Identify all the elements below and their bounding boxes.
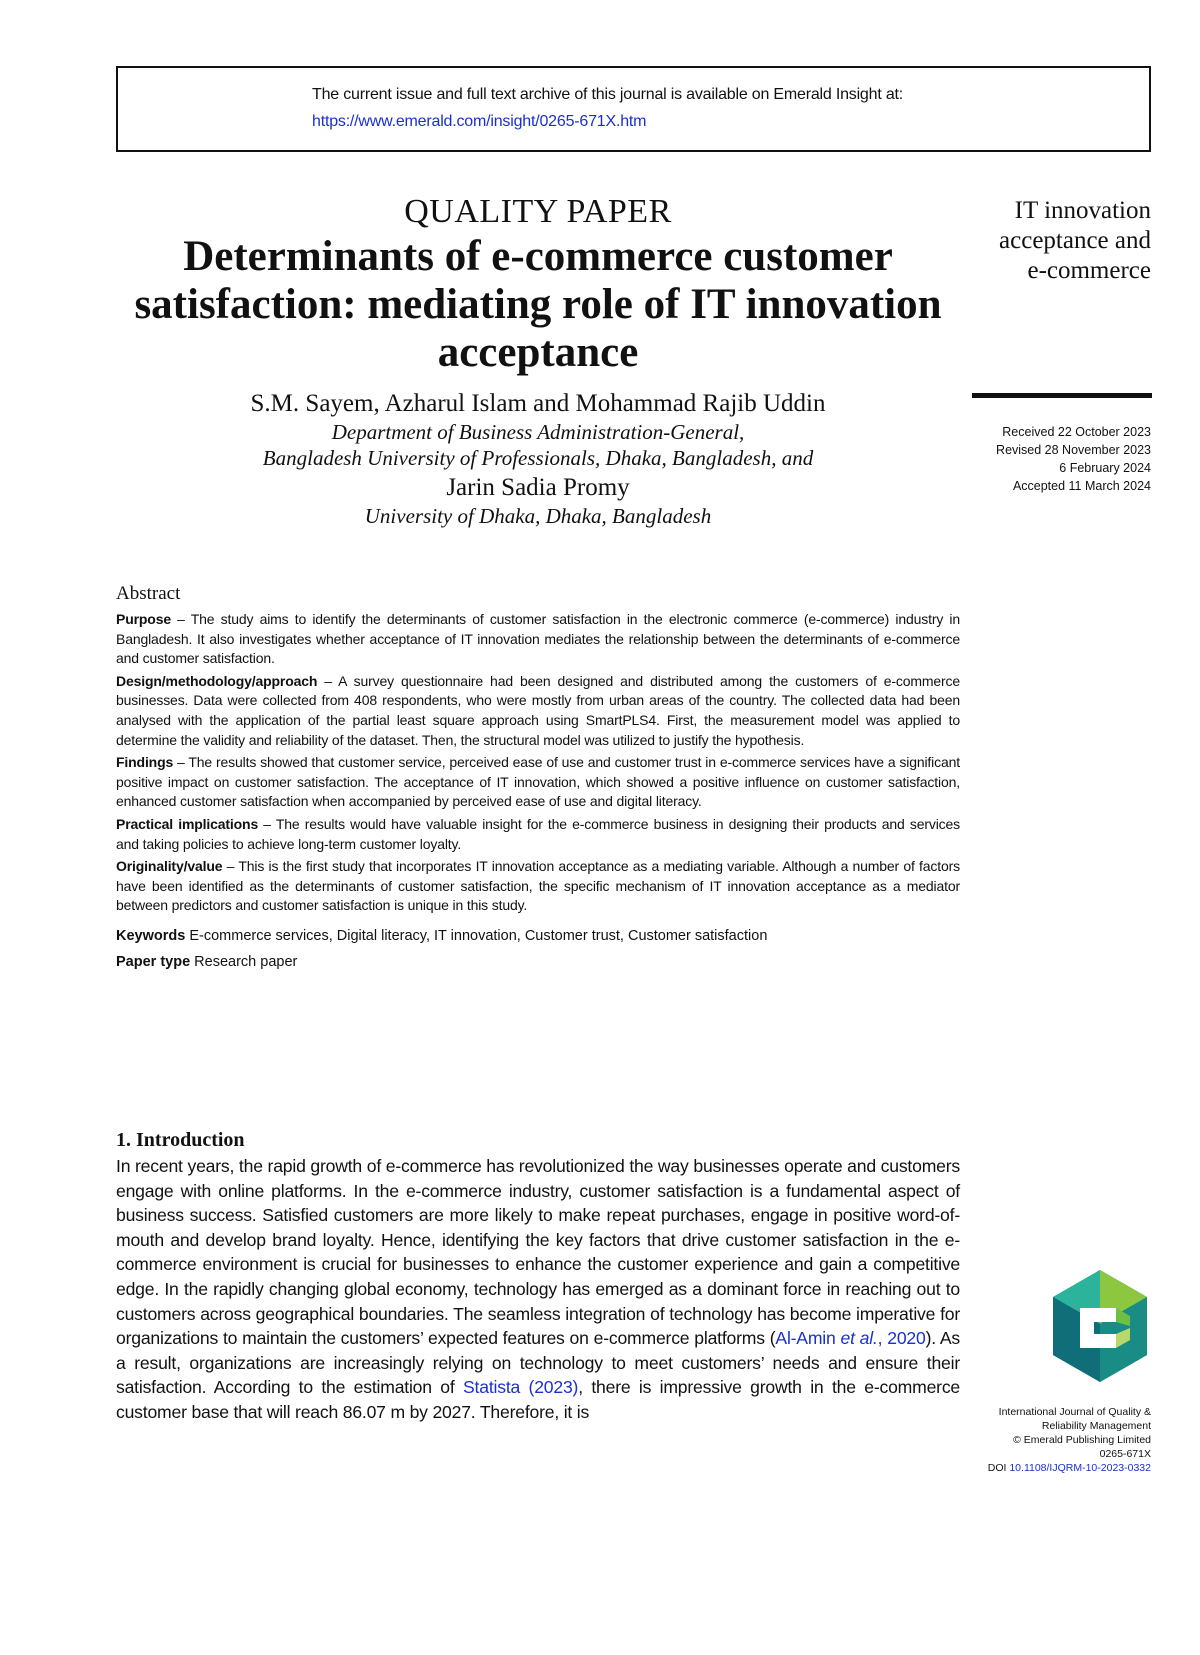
findings-label: Findings (116, 754, 174, 771)
intro-text-c: , there is impressive growth in the e-commerce customer base that will reach 86.07 m by 2027. Therefore, it is (116, 1377, 961, 1422)
running-title-line: e-commerce (1027, 257, 1151, 284)
authors-line-2: Jarin Sadia Promy (446, 474, 630, 501)
citation-year: , 2020 (877, 1328, 926, 1349)
keywords-label: Keywords (116, 927, 186, 944)
design-text: – A survey questionnaire had been designed and distributed among the customers of e-commerce businesses. Data were collected from 408 respondents, who were mostly from urban areas of the country. The collected data had been analysed with the application of the partial least square approach using SmartPLS4. First, the measurement model was applied to determine the validity and reliability of the dataset. Then, the structural model was utilized to justify the hypothesis. (116, 672, 960, 748)
citation-etal: et al. (840, 1328, 878, 1349)
journal-name-line-1: International Journal of Quality & (998, 1406, 1151, 1418)
issn: 0265-671X (1099, 1448, 1151, 1460)
intro-text-b: ). As a result, organizations are increasingly relying on technology to meet customers’ needs and ensure their satisfaction. According to the estimation of (116, 1328, 961, 1398)
running-title-line: acceptance and (999, 227, 1151, 254)
journal-info (911, 1405, 1151, 1475)
introduction-paragraph (116, 1154, 960, 1425)
received-date: Received 22 October 2023 (1002, 425, 1151, 439)
journal-name-line-2: Reliability Management (1041, 1420, 1151, 1432)
paper-type-text: Research paper (190, 953, 298, 970)
abstract-heading: Abstract (116, 583, 181, 604)
originality-label: Originality/value (116, 858, 223, 875)
citation-author: Al-Amin (775, 1328, 841, 1349)
accepted-date: Accepted 11 March 2024 (1012, 479, 1151, 493)
findings-text: – The results showed that customer service, perceived ease of use and customer trust in e-commerce services have a significant positive impact on customer satisfaction. The acceptance of IT innovation, which showed a positive influence on customer satisfaction, enhanced customer satisfaction when accompanied by perceived ease of use and digital literacy. (116, 754, 960, 810)
purpose-text: – The study aims to identify the determinants of customer satisfaction in the electronic commerce (e-commerce) industry in Bangladesh. It also investigates whether acceptance of IT innovation mediates the relationship between the determinants of e-commerce and customer satisfaction. (116, 611, 960, 667)
paper-type (116, 952, 960, 972)
intro-text-a: In recent years, the rapid growth of e-commerce has revolutionized the way businesses operate and customers engage with online platforms. In the e-commerce industry, customer satisfaction is a fundamental aspect of business success. Satisfied customers are more likely to make repeat purchases, engage in positive word-of-mouth and develop brand loyalty. Hence, identifying the key factors that drive customer satisfaction in the e-commerce environment is crucial for businesses to enhance the customer experience and gain a competitive edge. In the rapidly changing global economy, technology has emerged as a dominant force in reaching out to customers across geographical boundaries. The seamless integration of technology has become imperative for organizations to maintain the customers’ expected features on e-commerce platforms ( (116, 1156, 960, 1349)
citation-al-amin-link[interactable] (775, 1328, 925, 1348)
authors-line-1: S.M. Sayem, Azharul Islam and Mohammad Rajib Uddin (250, 390, 826, 417)
revised-date: Revised 28 November 2023 (996, 443, 1151, 457)
keywords-text: E-commerce services, Digital literacy, IT innovation, Customer trust, Customer satisfaction (185, 927, 768, 944)
design-label: Design/methodology/approach (116, 672, 318, 689)
article-title: Determinants of e-commerce customer satisfaction: mediating role of IT innovation acceptance (134, 233, 942, 376)
journal-url-link[interactable]: https://www.emerald.com/insight/0265-671X.htm (312, 113, 647, 130)
introduction-heading: 1. Introduction (116, 1129, 245, 1151)
publisher: © Emerald Publishing Limited (1013, 1434, 1151, 1446)
doi-link[interactable]: 10.1108/IJQRM-10-2023-0332 (1009, 1462, 1151, 1474)
margin-divider (972, 393, 1152, 398)
affiliation-2: University of Dhaka, Dhaka, Bangladesh (364, 504, 712, 528)
doi-label: DOI (987, 1462, 1010, 1474)
revised-date-2: 6 February 2024 (1059, 461, 1151, 475)
paper-type-label-abs: Paper type (116, 953, 191, 970)
article-history (921, 423, 1151, 495)
affiliation-1-line-2: Bangladesh University of Professionals, Dhaka, Bangladesh, and (262, 446, 814, 470)
abstract-section (116, 582, 960, 972)
keywords (116, 926, 960, 946)
abstract-originality (116, 857, 960, 916)
citation-statista-link[interactable]: Statista (2023) (463, 1377, 579, 1398)
practical-text: – The results would have valuable insight for the e-commerce business in designing their products and services and taking policies to achieve long-term customer loyalty. (116, 815, 960, 852)
running-title (921, 196, 1151, 286)
abstract-purpose (116, 610, 960, 669)
paper-type-label: QUALITY PAPER (404, 193, 672, 230)
doi-line (911, 1461, 1151, 1475)
running-title-line: IT innovation (1014, 197, 1151, 224)
introduction-section (116, 1128, 960, 1425)
practical-label: Practical implications (116, 815, 259, 832)
abstract-practical (116, 815, 960, 854)
emerald-logo-icon (1050, 1270, 1150, 1382)
article-header (116, 193, 960, 529)
journal-availability-box (116, 66, 1151, 152)
affiliation-1-line-1: Department of Business Administration-General, (331, 420, 745, 444)
abstract-findings (116, 753, 960, 812)
purpose-label: Purpose (116, 611, 171, 627)
originality-text: – This is the first study that incorporates IT innovation acceptance as a mediating variable. Although a number of factors have been identified as the determinants of customer satisfaction, the specific mechanism of IT innovation acceptance as a mediator between predictors and customer satisfaction is unique in this study. (116, 858, 960, 914)
abstract-design (116, 672, 960, 750)
availability-text: The current issue and full text archive of this journal is available on Emerald Insight at: (312, 86, 904, 103)
